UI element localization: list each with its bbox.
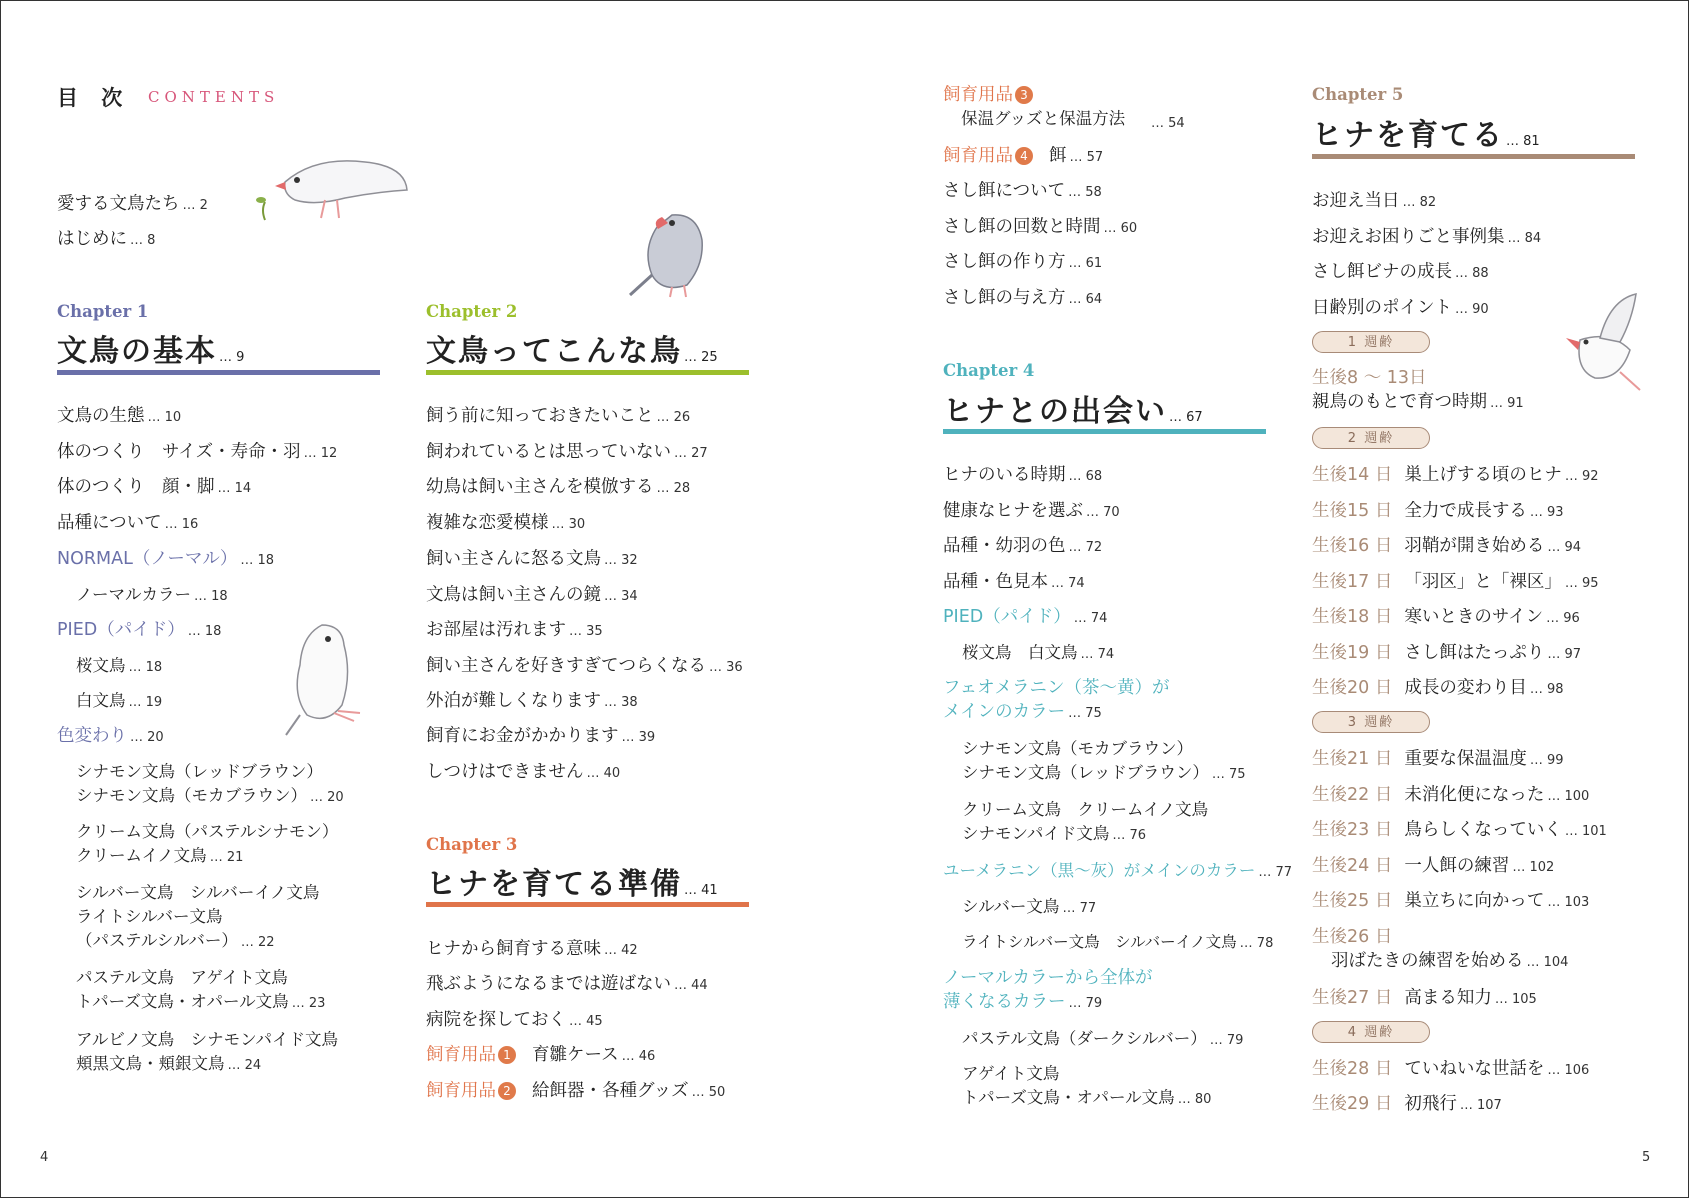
chapter-2-title[interactable]: 文鳥ってこんな鳥 … 25 — [426, 334, 718, 369]
toc-item[interactable]: お迎え当日 … 82 — [1312, 191, 1437, 211]
toc-item-category[interactable]: NORMAL（ノーマル） … 18 — [57, 549, 275, 569]
week-badge: 3 週齢 — [1312, 711, 1430, 733]
chapter-4-bar — [943, 429, 1266, 434]
chapter-5-label: Chapter 5 — [1312, 85, 1404, 104]
toc-item[interactable]: 外泊が難しくなります … 38 — [426, 691, 638, 711]
toc-item[interactable]: しつけはできません … 40 — [426, 762, 621, 782]
chapter-1-title[interactable]: 文鳥の基本 … 9 — [57, 334, 245, 369]
toc-subitem[interactable]: 白文鳥 … 19 — [76, 691, 163, 710]
chapter-3-bar — [426, 902, 749, 907]
toc-subitem[interactable]: アゲイト文鳥 トパーズ文鳥・オパール文鳥 … 80 — [962, 1064, 1212, 1107]
toc-subitem[interactable]: シルバー文鳥 シルバーイノ文鳥 ライトシルバー文鳥 （パステルシルバー） … 22 — [76, 883, 320, 950]
toc-item[interactable]: 体のつくり サイズ・寿命・羽 … 12 — [57, 442, 338, 462]
toc-item-category[interactable]: フェオメラニン（茶～黄）が メインのカラー … 75 — [943, 678, 1170, 722]
chapter-2-label: Chapter 2 — [426, 302, 518, 321]
toc-subitem[interactable]: クリーム文鳥（パステルシナモン） クリームイノ文鳥 … 21 — [76, 822, 339, 865]
toc-item-category[interactable]: PIED（パイド） … 18 — [57, 620, 222, 640]
day-item[interactable]: 生後23 日 鳥らしくなっていく … 101 — [1312, 820, 1607, 840]
toc-subitem[interactable]: シルバー文鳥 … 77 — [962, 897, 1097, 916]
toc-item[interactable]: 品種について … 16 — [57, 513, 199, 533]
toc-subitem[interactable]: シナモン文鳥（レッドブラウン） シナモン文鳥（モカブラウン） … 20 — [76, 762, 344, 805]
toc-item[interactable]: 日齢別のポイント … 90 — [1312, 298, 1489, 318]
toc-item-category[interactable]: ユーメラニン（黒～灰）がメインのカラー … 77 — [943, 861, 1293, 880]
bird-illustration-white — [282, 615, 372, 740]
chapter-1-label: Chapter 1 — [57, 302, 149, 321]
week-badge: 1 週齢 — [1312, 331, 1430, 353]
day-item[interactable]: 生後19 日 さし餌はたっぷり … 97 — [1312, 643, 1582, 663]
intro-item[interactable]: はじめに … 8 — [57, 229, 156, 249]
toc-subitem[interactable]: 桜文鳥 白文鳥 … 74 — [962, 643, 1115, 662]
day-item[interactable]: 生後21 日 重要な保温温度 … 99 — [1312, 749, 1564, 769]
day-item[interactable]: 生後29 日 初飛行 … 107 — [1312, 1094, 1502, 1114]
week-badge: 4 週齢 — [1312, 1021, 1430, 1043]
toc-subitem[interactable]: クリーム文鳥 クリームイノ文鳥 シナモンパイド文鳥 … 76 — [962, 800, 1209, 843]
day-item[interactable]: 生後14 日 巣上げする頃のヒナ … 92 — [1312, 465, 1599, 485]
toc-item[interactable]: ヒナから飼育する意味 … 42 — [426, 939, 638, 959]
toc-subitem[interactable]: ライトシルバー文鳥 シルバーイノ文鳥 … 78 — [962, 933, 1274, 951]
toc-item-category[interactable]: 色変わり … 20 — [57, 726, 164, 746]
toc-subitem[interactable]: アルビノ文鳥 シナモンパイド文鳥 頬黒文鳥・頬銀文鳥 … 24 — [76, 1030, 339, 1073]
day-item[interactable]: 生後20 日 成長の変わり目 … 98 — [1312, 678, 1564, 698]
toc-item[interactable]: 飼育用品 4 餌 … 57 — [943, 146, 1104, 166]
day-item[interactable]: 生後25 日 巣立ちに向かって … 103 — [1312, 891, 1590, 911]
toc-item[interactable]: さし餌の作り方 … 61 — [943, 252, 1103, 272]
toc-subitem[interactable]: パステル文鳥（ダークシルバー） … 79 — [962, 1029, 1244, 1048]
day-item[interactable]: 生後26 日 羽ばたきの練習を始める … 104 — [1312, 927, 1569, 971]
day-item[interactable]: 生後27 日 高まる知力 … 105 — [1312, 988, 1537, 1008]
day-item[interactable]: 生後24 日 一人餌の練習 … 102 — [1312, 856, 1555, 876]
chapter-5-title[interactable]: ヒナを育てる … 81 — [1312, 118, 1540, 153]
page-number-right: 5 — [1642, 1150, 1651, 1165]
chapter-2-bar — [426, 370, 749, 375]
toc-item[interactable]: 飼い主さんを好きすぎてつらくなる … 36 — [426, 656, 743, 676]
day-item[interactable]: 生後8 ～ 13日 親鳥のもとで育つ時期 … 91 — [1312, 368, 1524, 412]
day-item[interactable]: 生後17 日 「羽区」と「裸区」 … 95 — [1312, 572, 1599, 592]
toc-item[interactable]: 品種・幼羽の色 … 72 — [943, 536, 1103, 556]
day-item[interactable]: 生後22 日 未消化便になった … 100 — [1312, 785, 1590, 805]
toc-item[interactable]: 飼育用品 1 育雛ケース … 46 — [426, 1045, 656, 1065]
toc-item[interactable]: 健康なヒナを選ぶ … 70 — [943, 501, 1120, 521]
toc-item[interactable]: 飼育にお金がかかります … 39 — [426, 726, 656, 746]
toc-item[interactable]: 飛ぶようになるまでは遊ばない … 44 — [426, 974, 708, 994]
toc-item[interactable]: さし餌について … 58 — [943, 181, 1102, 201]
toc-item[interactable]: さし餌の与え方 … 64 — [943, 288, 1103, 308]
toc-subtitle: CONTENTS — [148, 88, 280, 106]
day-item[interactable]: 生後16 日 羽鞘が開き始める … 94 — [1312, 536, 1582, 556]
chapter-5-bar — [1312, 154, 1635, 159]
chapter-3-label: Chapter 3 — [426, 835, 518, 854]
toc-title: 目 次 — [57, 86, 131, 110]
chapter-4-label: Chapter 4 — [943, 361, 1035, 380]
toc-item[interactable]: お部屋は汚れます … 35 — [426, 620, 603, 640]
toc-item[interactable]: 幼鳥は飼い主さんを模倣する … 28 — [426, 477, 691, 497]
toc-item[interactable]: 飼育用品 2 給餌器・各種グッズ … 50 — [426, 1081, 726, 1101]
toc-item[interactable]: お迎えお困りごと事例集 … 84 — [1312, 227, 1542, 247]
toc-item[interactable]: 飼育用品 3 保温グッズと保温方法 — [943, 85, 1126, 128]
toc-item[interactable]: 飼う前に知っておきたいこと … 26 — [426, 406, 691, 426]
toc-item-category[interactable]: ノーマルカラーから全体が 薄くなるカラー … 79 — [943, 968, 1153, 1012]
toc-item[interactable]: さし餌の回数と時間 … 60 — [943, 217, 1138, 237]
toc-item[interactable]: さし餌ビナの成長 … 88 — [1312, 262, 1489, 282]
toc-subitem[interactable]: ノーマルカラー … 18 — [76, 585, 228, 604]
day-item[interactable]: 生後15 日 全力で成長する … 93 — [1312, 501, 1564, 521]
toc-item-category[interactable]: PIED（パイド） … 74 — [943, 607, 1108, 627]
toc-item[interactable]: 文鳥の生態 … 10 — [57, 406, 182, 426]
toc-item[interactable]: 文鳥は飼い主さんの鏡 … 34 — [426, 585, 638, 605]
bird-illustration-flying — [1540, 290, 1650, 400]
toc-item[interactable]: 病院を探しておく … 45 — [426, 1010, 603, 1030]
toc-item[interactable]: ヒナのいる時期 … 68 — [943, 465, 1103, 485]
toc-item[interactable]: 品種・色見本 … 74 — [943, 572, 1085, 592]
toc-subitem[interactable]: シナモン文鳥（モカブラウン） シナモン文鳥（レッドブラウン） … 75 — [962, 739, 1246, 782]
toc-item[interactable]: 飼い主さんに怒る文鳥 … 32 — [426, 549, 638, 569]
chapter-3-title[interactable]: ヒナを育てる準備 … 41 — [426, 867, 718, 902]
toc-subitem[interactable]: 桜文鳥 … 18 — [76, 656, 163, 675]
chapter-1-bar — [57, 370, 380, 375]
day-item[interactable]: 生後18 日 寒いときのサイン … 96 — [1312, 607, 1580, 627]
toc-subitem[interactable]: パステル文鳥 アゲイト文鳥 トパーズ文鳥・オパール文鳥 … 23 — [76, 968, 326, 1011]
toc-item[interactable]: 体のつくり 顔・脚 … 14 — [57, 477, 252, 497]
page-number-left: 4 — [40, 1150, 49, 1165]
chapter-4-title[interactable]: ヒナとの出会い … 67 — [943, 394, 1203, 429]
bird-illustration-perched — [622, 205, 732, 300]
toc-item[interactable]: 複雑な恋愛模様 … 30 — [426, 513, 586, 533]
toc-item-page: … 54 — [1151, 116, 1185, 131]
week-badge: 2 週齢 — [1312, 427, 1430, 449]
bird-illustration-top — [255, 150, 415, 225]
intro-item[interactable]: 愛する文鳥たち … 2 — [57, 194, 208, 214]
day-item[interactable]: 生後28 日 ていねいな世話を … 106 — [1312, 1059, 1590, 1079]
toc-item[interactable]: 飼われているとは思っていない … 27 — [426, 442, 708, 462]
